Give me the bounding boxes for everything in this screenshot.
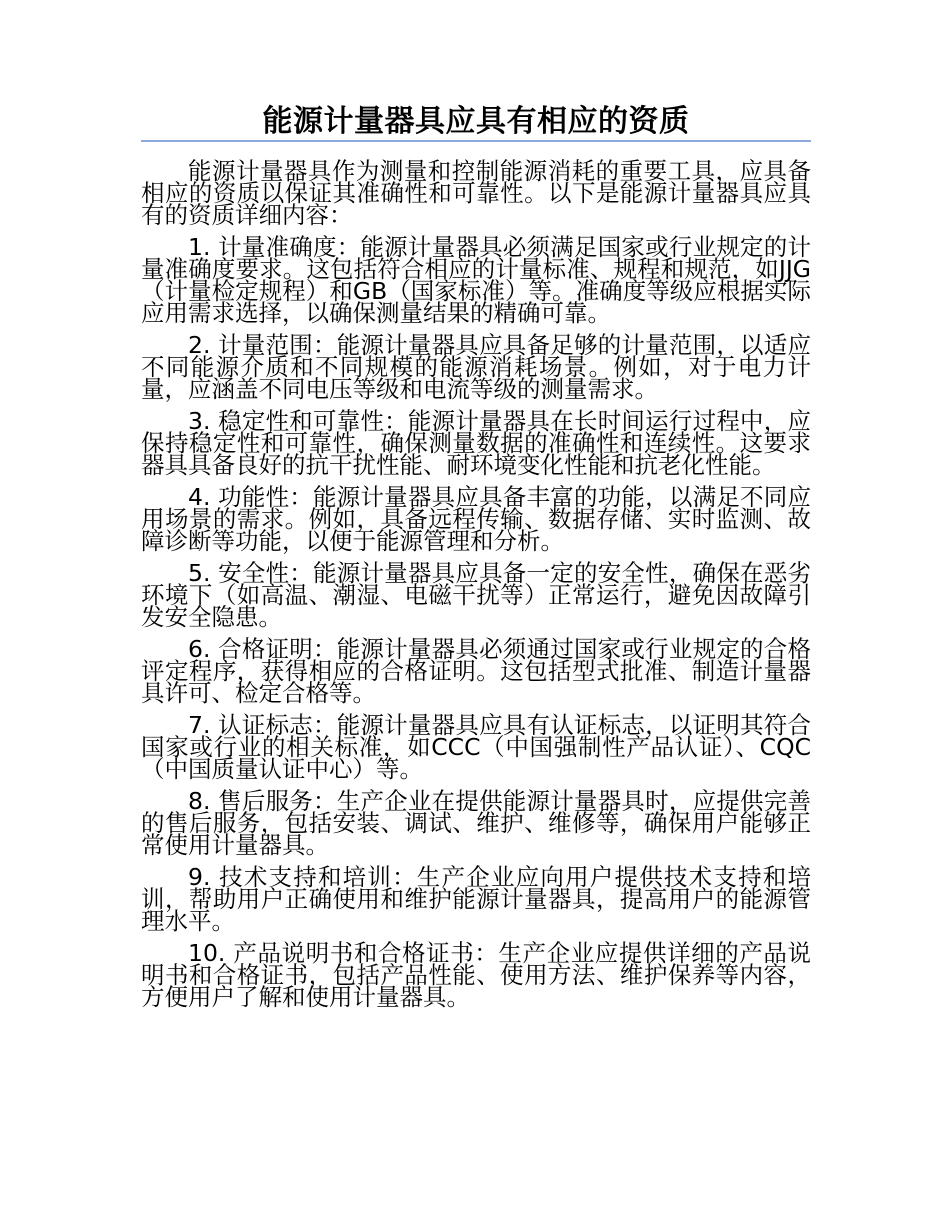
item-paragraph-7: 7. 认证标志：能源计量器具应具有认证标志，以证明其符合国家或行业的相关标准，如CCC（中国强制性产品认证）、CQC（中国质量认证中心）等。 bbox=[141, 711, 811, 783]
intro-paragraph: 能源计量器具作为测量和控制能源消耗的重要工具，应具备相应的资质以保证其准确性和可靠性。以下是能源计量器具应具有的资质详细内容： bbox=[141, 157, 811, 229]
item-paragraph-6: 6. 合格证明：能源计量器具必须通过国家或行业规定的合格评定程序，获得相应的合格证明。这包括型式批准、制造计量器具许可、检定合格等。 bbox=[141, 635, 811, 707]
title-underline bbox=[141, 140, 811, 142]
item-paragraph-4: 4. 功能性：能源计量器具应具备丰富的功能，以满足不同应用场景的需求。例如，具备远程传输、数据存储、实时监测、故障诊断等功能，以便于能源管理和分析。 bbox=[141, 483, 811, 555]
item-paragraph-8: 8. 售后服务：生产企业在提供能源计量器具时，应提供完善的售后服务，包括安装、调试、维护、维修等，确保用户能够正常使用计量器具。 bbox=[141, 787, 811, 859]
item-paragraph-5: 5. 安全性：能源计量器具应具备一定的安全性，确保在恶劣环境下（如高温、潮湿、电磁干扰等）正常运行，避免因故障引发安全隐患。 bbox=[141, 559, 811, 631]
item-paragraph-9: 9. 技术支持和培训：生产企业应向用户提供技术支持和培训，帮助用户正确使用和维护能源计量器具，提高用户的能源管理水平。 bbox=[141, 863, 811, 935]
item-paragraph-3: 3. 稳定性和可靠性：能源计量器具在长时间运行过程中，应保持稳定性和可靠性，确保测量数据的准确性和连续性。这要求器具具备良好的抗干扰性能、耐环境变化性能和抗老化性能。 bbox=[141, 407, 811, 479]
document-title: 能源计量器具应具有相应的资质 bbox=[262, 104, 690, 139]
item-paragraph-10: 10. 产品说明书和合格证书：生产企业应提供详细的产品说明书和合格证书，包括产品性能、使用方法、维护保养等内容，方便用户了解和使用计量器具。 bbox=[141, 939, 811, 1011]
item-paragraph-1: 1. 计量准确度：能源计量器具必须满足国家或行业规定的计量准确度要求。这包括符合相应的计量标准、规程和规范，如JJG（计量检定规程）和GB（国家标准）等。准确度等级应根据实际应用需求选择，以确保测量结果的精确可靠。 bbox=[141, 233, 811, 327]
document-page bbox=[141, 104, 811, 1018]
item-paragraph-2: 2. 计量范围：能源计量器具应具备足够的计量范围，以适应不同能源介质和不同规模的能源消耗场景。例如，对于电力计量，应涵盖不同电压等级和电流等级的测量需求。 bbox=[141, 331, 811, 403]
